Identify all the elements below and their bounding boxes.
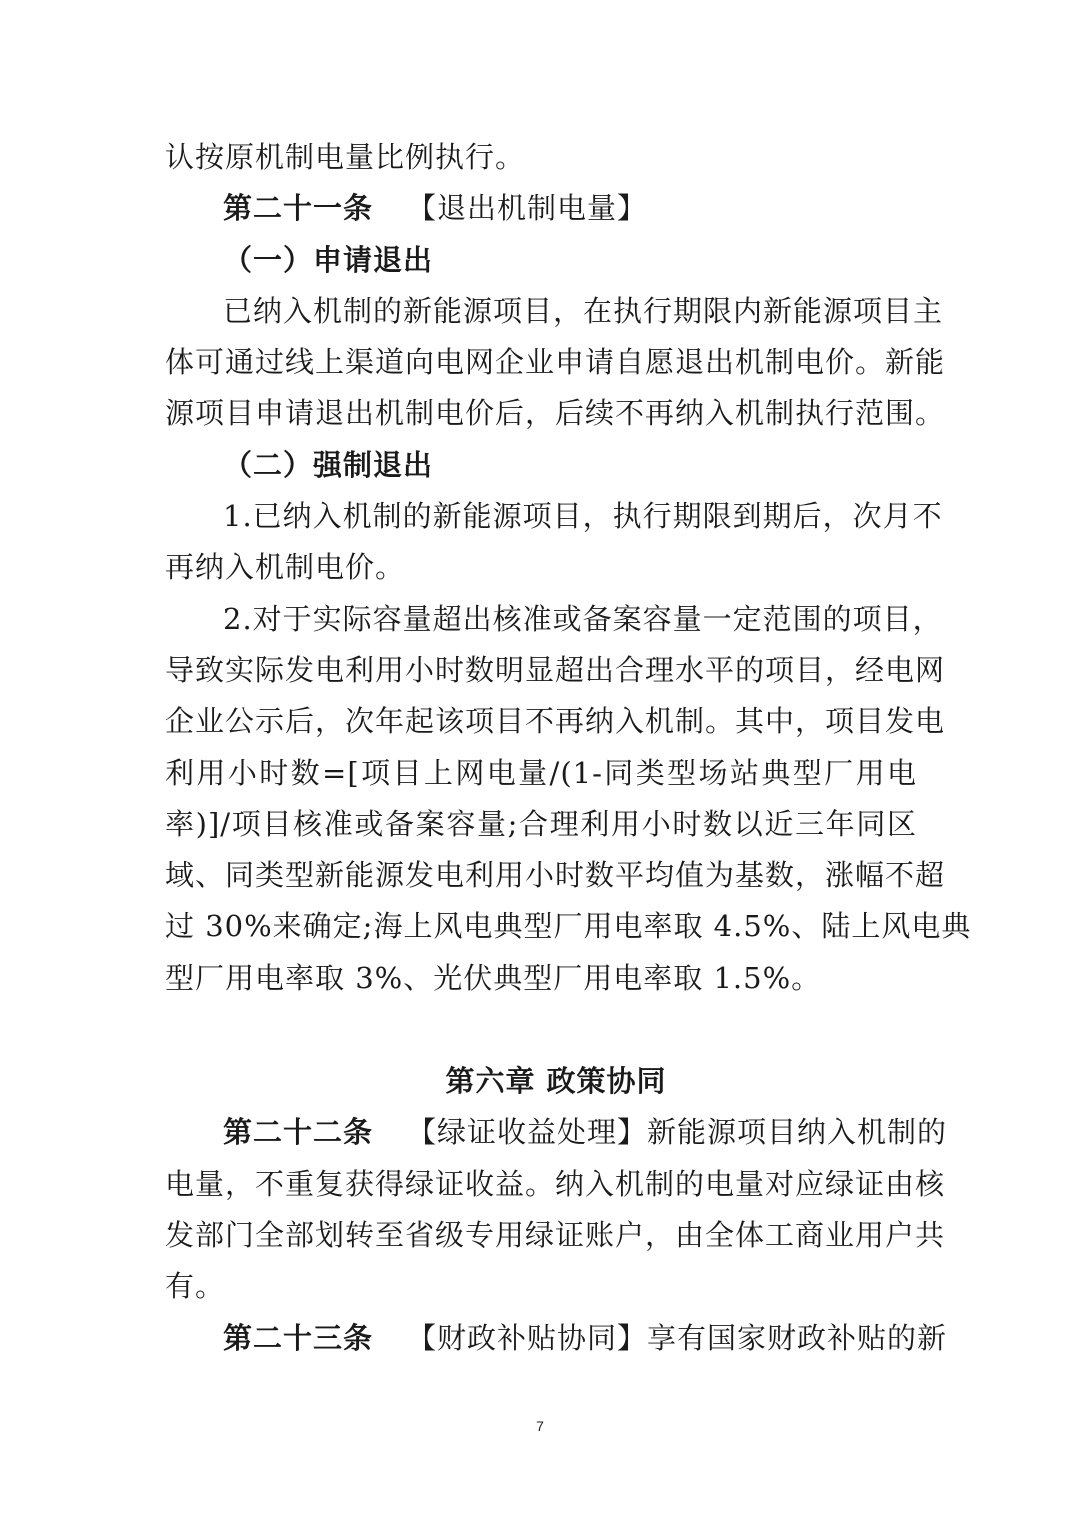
article-23-heading <box>165 1313 948 1364</box>
chapter-title: 第六章 政策协同 <box>445 1064 667 1099</box>
text-line: 认按原机制电量比例执行。 <box>165 140 526 174</box>
page-number: 7 <box>536 1418 544 1434</box>
text-line: 有。 <box>165 1269 226 1304</box>
text-line: 率)]/项目核准或备案容量;合理利用小时数以近三年同区 <box>165 806 917 841</box>
article-22-heading <box>165 1107 948 1158</box>
text-line: 导致实际发电利用小时数明显超出合理水平的项目，经电网 <box>165 652 946 687</box>
document-body <box>165 132 972 1364</box>
text-line: 利用小时数=[项目上网电量/(1-同类型场站典型厂用电 <box>165 755 917 790</box>
article-number: 第二十一条 <box>223 191 374 226</box>
text-line: 体可通过线上渠道向电网企业申请自愿退出机制电价。新能 <box>165 345 946 380</box>
spacer <box>165 1004 917 1056</box>
article-title: 【退出机制电量】 <box>407 191 648 226</box>
article-text: 【绿证收益处理】新能源项目纳入机制的 <box>407 1115 948 1150</box>
article-number: 第二十二条 <box>223 1115 374 1150</box>
text-line: 电量，不重复获得绿证收益。纳入机制的电量对应绿证由核 <box>165 1166 946 1201</box>
text-line: 源项目申请退出机制电价后，后续不再纳入机制执行范围。 <box>165 396 946 431</box>
article-number: 第二十三条 <box>223 1320 374 1355</box>
text-line: 型厂用电率取 3%、光伏典型厂用电率取 1.5%。 <box>165 960 822 995</box>
text-line: 已纳入机制的新能源项目，在执行期限内新能源项目主 <box>223 293 944 328</box>
section-heading: （二）强制退出 <box>223 447 434 482</box>
text-line: 域、同类型新能源发电利用小时数平均值为基数，涨幅不超 <box>165 858 946 893</box>
article-text: 【财政补贴协同】享有国家财政补贴的新 <box>407 1320 948 1355</box>
section-heading: （一）申请退出 <box>223 242 434 277</box>
text-line: 1.已纳入机制的新能源项目，执行期限到期后，次月不 <box>223 499 943 534</box>
text-line: 过 30%来确定;海上风电典型厂用电率取 4.5%、陆上风电典 <box>165 909 972 944</box>
text-line: 企业公示后，次年起该项目不再纳入机制。其中，项目发电 <box>165 704 946 739</box>
text-line: 发部门全部划转至省级专用绿证账户，由全体工商业用户共 <box>165 1217 946 1252</box>
text-line: 2.对于实际容量超出核准或备案容量一定范围的项目， <box>223 601 943 636</box>
article-21-heading <box>165 183 917 234</box>
text-line: 再纳入机制电价。 <box>165 550 406 585</box>
